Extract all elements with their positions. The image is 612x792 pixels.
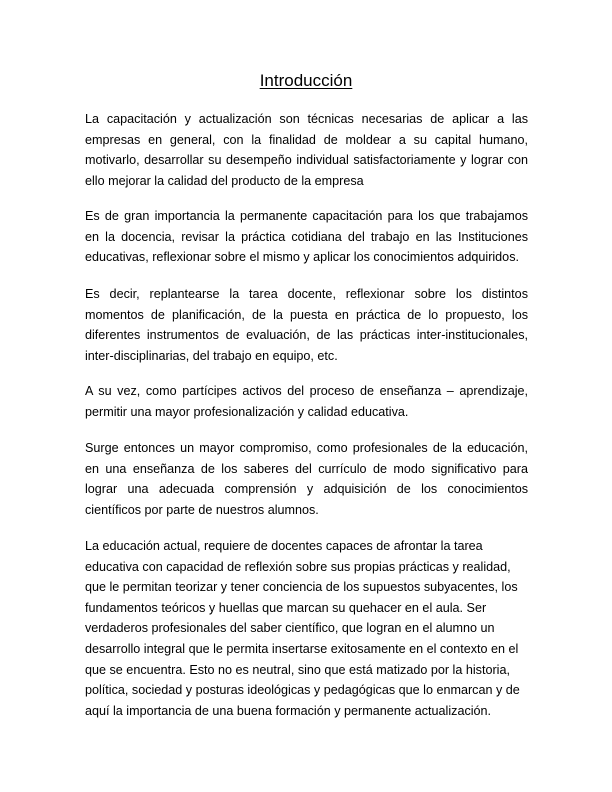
paragraph-replantearse: Es decir, replantearse la tarea docente, reflexionar sobre los distintos momentos de planificación, de la puesta en práctica de lo propuesto, los diferentes instrumentos de evaluación, de las prácticas inter-institucionales, inter-disciplinarias, del trabajo en equipo, etc. — [85, 287, 528, 363]
page-title: Introducción — [259, 71, 353, 90]
paragraph-compromiso: Surge entonces un mayor compromiso, como profesionales de la educación, en una enseñanza de los saberes del currículo de modo significativo para lograr una adecuada comprensión y adquisición de los conocimientos científicos por parte de nuestros alumnos. — [85, 441, 528, 517]
paragraph-capacitacion: La capacitación y actualización son técnicas necesarias de aplicar a las empresas en general, con la finalidad de moldear a su capital humano, motivarlo, desarrollar su desempeño individual satisfactoriamente y lograr con ello mejorar la calidad del producto de la empresa — [85, 112, 528, 188]
paragraph-importancia: Es de gran importancia la permanente capacitación para los que trabajamos en la docencia, revisar la práctica cotidiana del trabajo en las Instituciones educativas, reflexionar sobre el mismo y aplicar los conocimientos adquiridos. — [85, 209, 528, 265]
paragraph-participes: A su vez, como partícipes activos del proceso de enseñanza – aprendizaje, permitir una mayor profesionalización y calidad educativa. — [85, 384, 528, 419]
paragraph-educacion-actual: La educación actual, requiere de docentes capaces de afrontar la tarea educativa con capacidad de reflexión sobre sus propias prácticas y realidad, que le permitan teorizar y tener conciencia de los supuestos subyacentes, los fundamentos teóricos y huellas que marcan su quehacer en el aula. Ser verdaderos profesionales del saber científico, que logran en el alumno un desarrollo integral que le permita insertarse exitosamente en el contexto en el que se encuentra. Esto no es neutral, sino que está matizado por la historia, política, sociedad y posturas ideológicas y pedagógicas que lo enmarcan y de aquí la importancia de una buena formación y permanente actualización. — [85, 539, 520, 718]
